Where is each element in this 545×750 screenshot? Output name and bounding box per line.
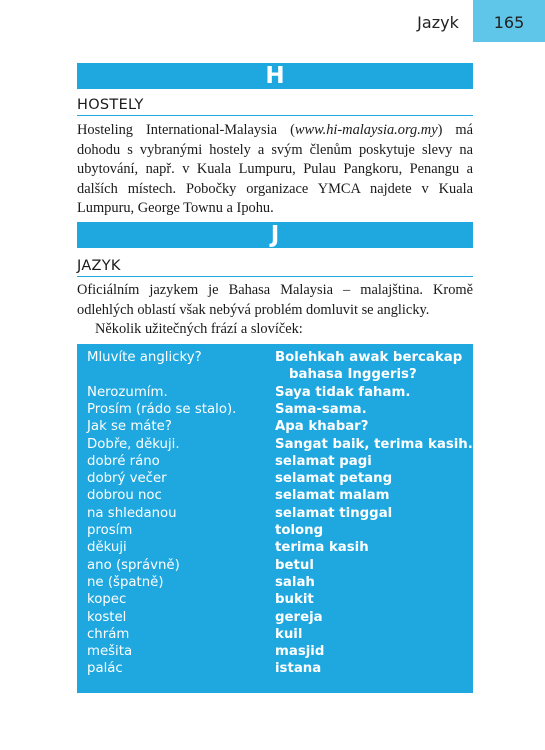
- running-header-section: Jazyk: [417, 13, 459, 32]
- phrase-table: [77, 344, 473, 693]
- letter-bar-j: J: [77, 222, 473, 248]
- phrase-czech: Prosím (rádo se stalo).: [87, 401, 237, 417]
- phrase-malay: terima kasih: [275, 540, 369, 556]
- hostely-url: www.hi-malaysia.org.my: [294, 122, 438, 138]
- letter-bar-h: H: [77, 63, 473, 89]
- phrase-czech: Jak se máte?: [87, 419, 172, 435]
- phrase-malay-continued: bahasa Inggeris?: [289, 367, 417, 383]
- phrase-czech: mešita: [87, 644, 133, 660]
- phrase-czech: ne (špatně): [87, 574, 164, 590]
- phrase-malay: masjid: [275, 644, 325, 660]
- section-title-jazyk: JAZYK: [77, 258, 473, 277]
- phrase-malay: kuil: [275, 626, 303, 642]
- phrase-czech: chrám: [87, 626, 130, 642]
- phrase-czech: na shledanou: [87, 505, 177, 521]
- phrase-czech: Dobře, děkuji.: [87, 436, 180, 452]
- phrase-malay: gereja: [275, 609, 323, 625]
- phrase-malay: selamat petang: [275, 471, 393, 487]
- phrase-malay: selamat tinggal: [275, 505, 393, 521]
- phrase-malay: selamat pagi: [275, 453, 372, 469]
- page-number: 165: [473, 0, 545, 42]
- phrase-czech: dobrou noc: [87, 488, 162, 504]
- phrase-malay: salah: [275, 574, 315, 590]
- phrase-malay: betul: [275, 557, 314, 573]
- phrase-czech: ano (správně): [87, 557, 180, 573]
- phrase-czech: kostel: [87, 609, 127, 625]
- jazyk-paragraph: Oficiálním jazykem je Bahasa Malaysia – malajština. Kromě odlehlých oblastí však nebývá problém domluvit se anglicky.: [77, 282, 473, 318]
- phrase-malay: Bolehkah awak bercakap: [275, 350, 463, 365]
- phrase-czech: palác: [87, 661, 123, 677]
- phrase-malay: Sama-sama.: [275, 401, 367, 417]
- phrase-malay: bukit: [275, 592, 314, 608]
- jazyk-intro: Několik užitečných frází a slovíček:: [95, 321, 303, 337]
- phrase-malay: Sangat baik, terima kasih.: [275, 436, 473, 452]
- phrase-czech: děkuji: [87, 540, 127, 556]
- phrase-czech: prosím: [87, 523, 133, 538]
- phrase-czech: dobré ráno: [87, 453, 160, 469]
- phrase-malay: Saya tidak faham.: [275, 384, 411, 400]
- phrase-czech: Nerozumím.: [87, 384, 168, 400]
- hostely-text-before: Hosteling International-Malaysia (: [77, 122, 295, 138]
- hostely-paragraph: [77, 121, 473, 219]
- phrase-czech: kopec: [87, 592, 127, 608]
- phrase-malay: istana: [275, 661, 322, 677]
- phrase-czech: dobrý večer: [87, 471, 167, 487]
- section-title-hostely: HOSTELY: [77, 97, 473, 116]
- hostely-text-after: ) má dohodu s vybranými hostely a svým členům poskytuje slevy na ubytování, např. v Kuala Lumpuru, Pulau Pangkoru, Penangu a dalších místech. Pobočky organizace YMCA najdete v Kuala Lumpuru, George Townu a Ipohu.: [77, 122, 473, 216]
- phrase-czech: Mluvíte anglicky?: [87, 350, 202, 365]
- phrase-malay: Apa khabar?: [275, 419, 369, 435]
- phrase-malay: selamat malam: [275, 488, 390, 504]
- phrase-malay: tolong: [275, 523, 324, 538]
